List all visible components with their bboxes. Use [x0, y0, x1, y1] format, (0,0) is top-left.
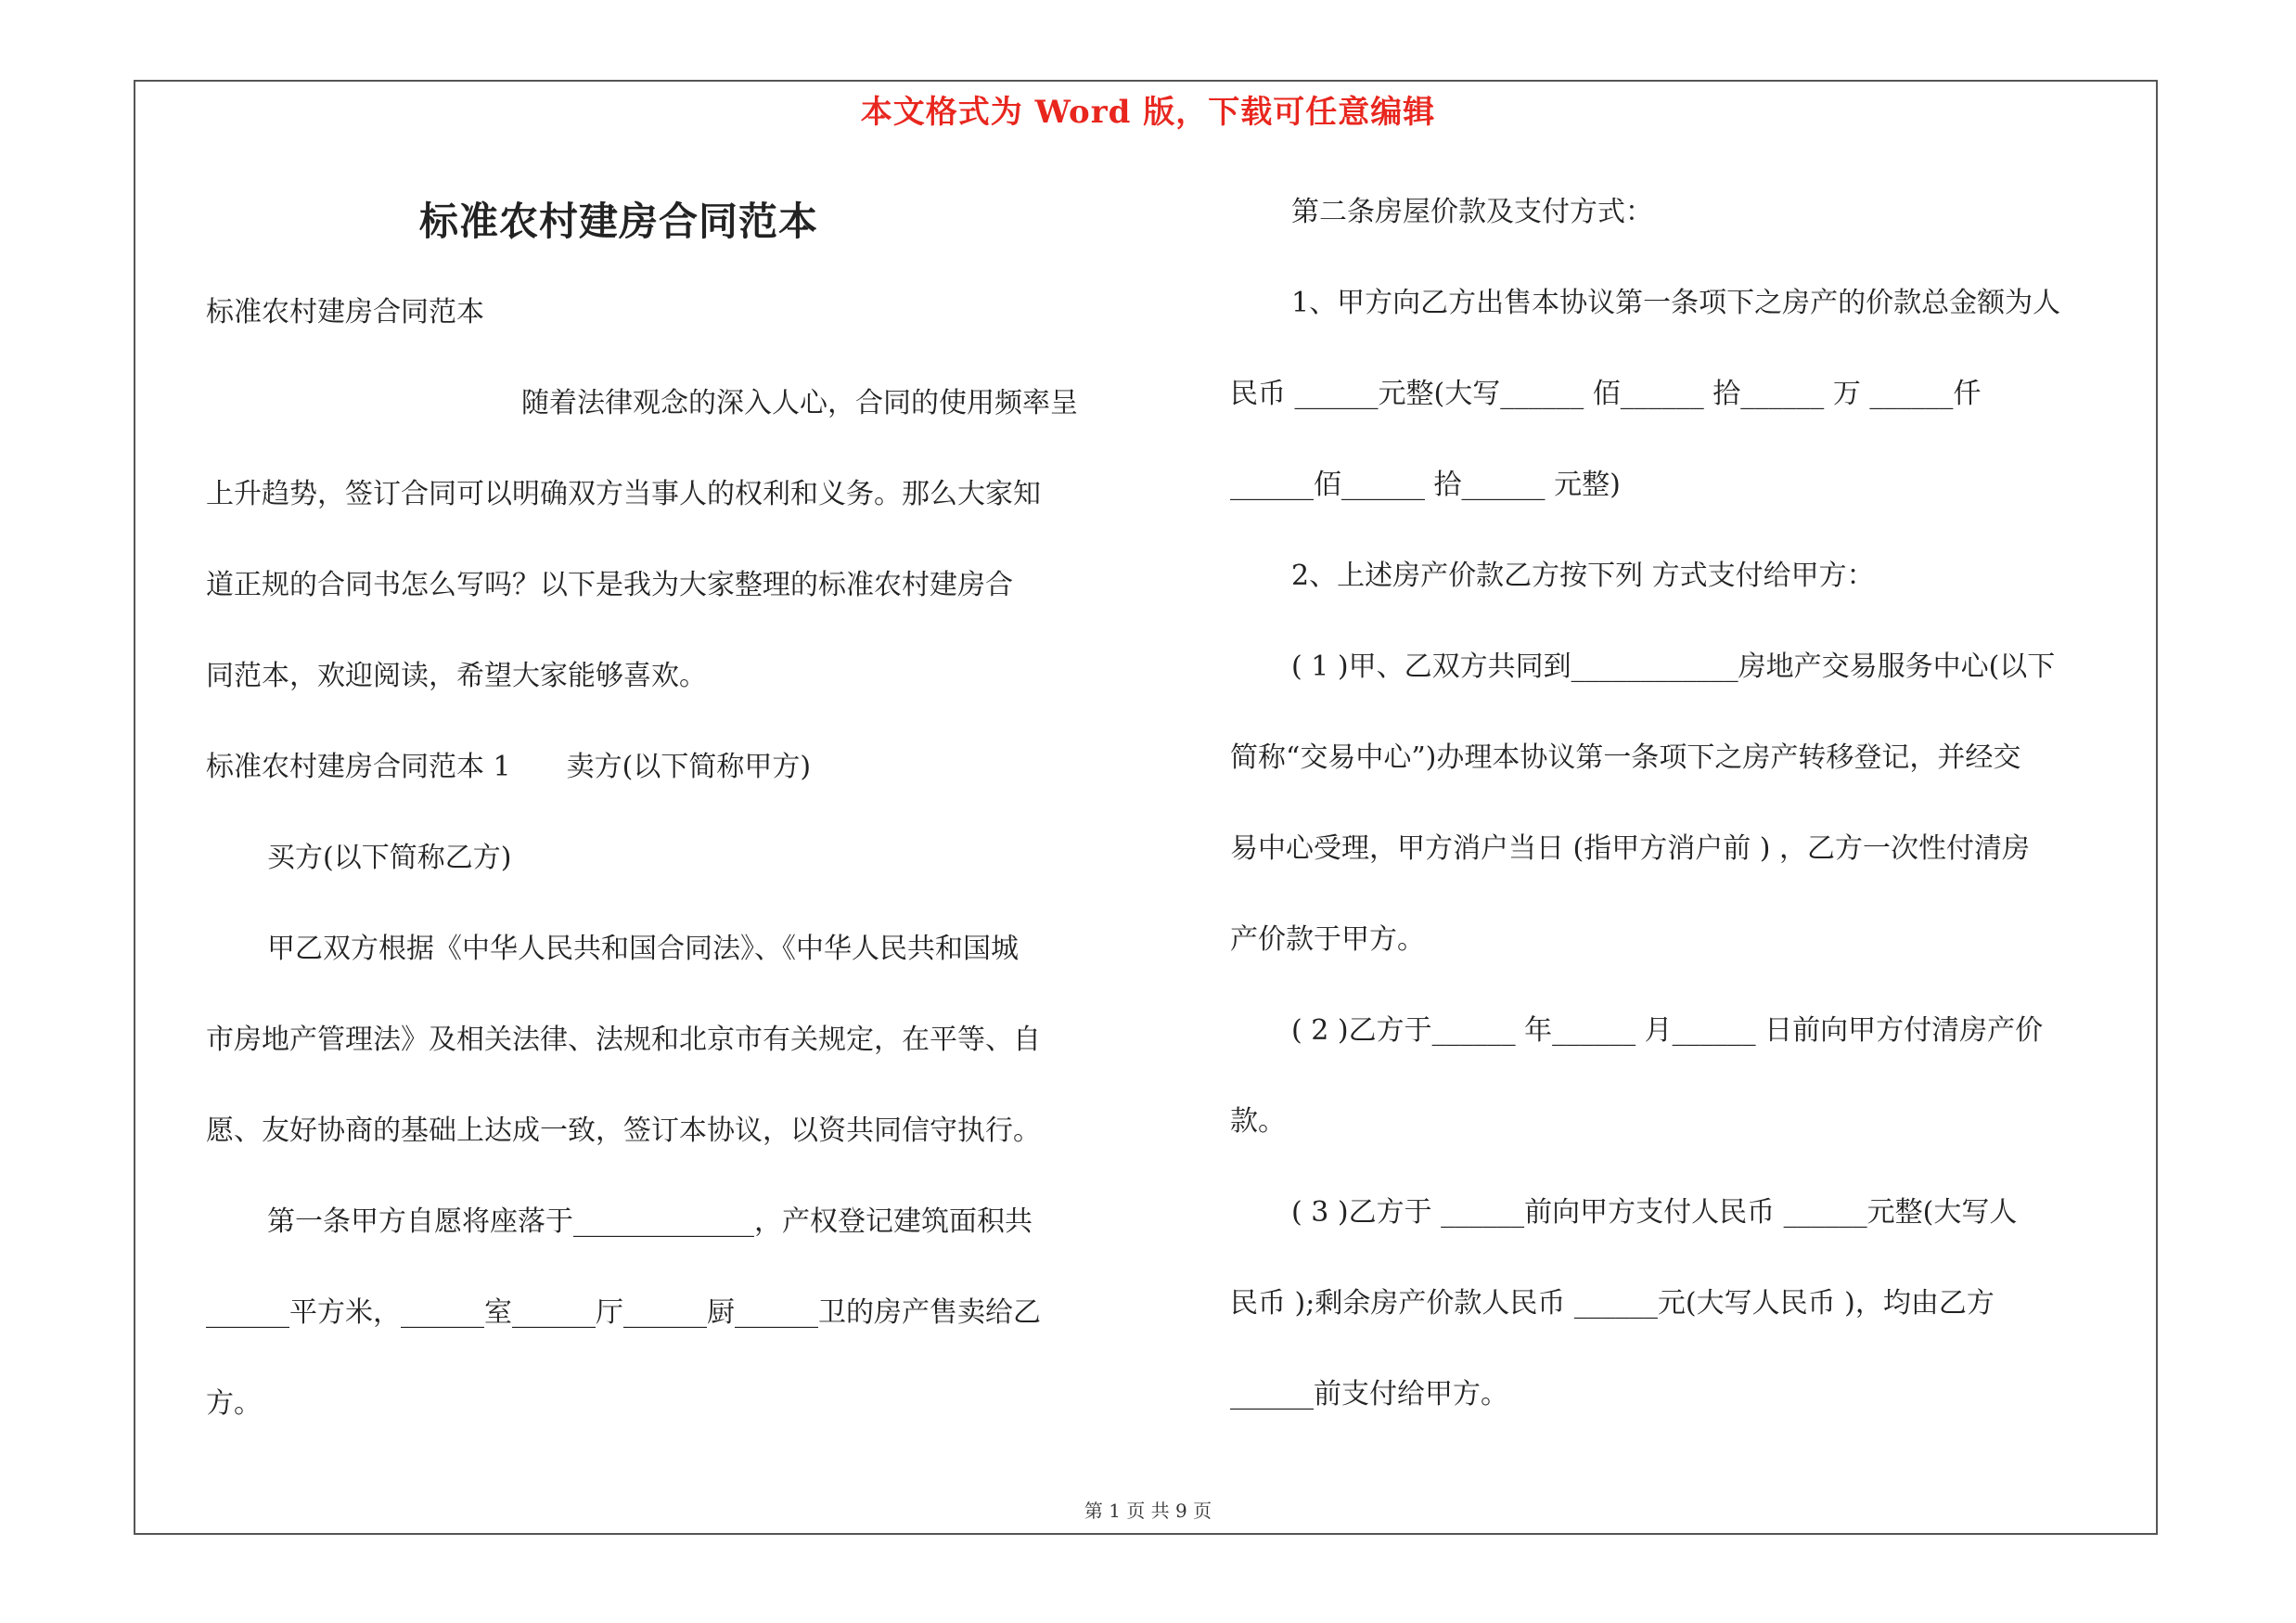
- paragraph-line: 民币 );剩余房产价款人民币 ______元(大写人民币 )，均由乙方: [1230, 1287, 1995, 1320]
- paragraph-line: 款。: [1230, 1105, 1286, 1138]
- paragraph-line: ______前支付给甲方。: [1230, 1378, 1508, 1410]
- paragraph-line: 方。: [206, 1387, 262, 1420]
- left-column: [206, 176, 1143, 1449]
- paragraph-line: 2、上述房产价款乙方按下列 方式支付给甲方：: [1291, 560, 1875, 592]
- paragraph-line: 简称“交易中心”)办理本协议第一条项下之房产转移登记，并经交: [1230, 741, 2021, 774]
- paragraph-line: 标准农村建房合同范本 1 卖方(以下简称甲方): [206, 751, 812, 783]
- paragraph-line: 第一条甲方自愿将座落于_____________，产权登记建筑面积共: [267, 1205, 1033, 1238]
- page-number: 第 1 页 共 9 页: [1084, 1500, 1212, 1522]
- paragraph-line: 产价款于甲方。: [1230, 923, 1425, 956]
- word-format-banner: 本文格式为 Word 版，下载可任意编辑: [860, 94, 1436, 131]
- paragraph-line: 买方(以下简称乙方): [267, 842, 512, 874]
- paragraph-line: ______佰______ 拾______ 元整): [1230, 469, 1621, 501]
- paragraph-line: 易中心受理，甲方消户当日 (指甲方消户前 ) ，乙方一次性付清房: [1230, 832, 2031, 865]
- paragraph-line: ( 1 )甲、乙双方共同到____________房地产交易服务中心(以下: [1291, 650, 2056, 683]
- paragraph-line: 民币 ______元整(大写______ 佰______ 拾______ 万 ______仟: [1230, 378, 1982, 410]
- document-title: 标准农村建房合同范本: [419, 199, 819, 244]
- paragraph-line: 市房地产管理法》及相关法律、法规和北京市有关规定，在平等、自: [206, 1024, 1041, 1056]
- paragraph-line: 道正规的合同书怎么写吗？以下是我为大家整理的标准农村建房合: [206, 569, 1013, 601]
- paragraph-line: 同范本，欢迎阅读，希望大家能够喜欢。: [206, 660, 707, 692]
- paragraph-line: 1、甲方向乙方出售本协议第一条项下之房产的价款总金额为人: [1291, 287, 2061, 319]
- right-column: [1230, 167, 2158, 1440]
- paragraph-line: ( 2 )乙方于______ 年______ 月______ 日前向甲方付清房产价: [1291, 1014, 2044, 1047]
- paragraph-line: 标准农村建房合同范本: [206, 296, 484, 328]
- paragraph-line: ______平方米，______室______厅______厨______卫的房产售卖给乙: [206, 1296, 1041, 1329]
- paragraph-line: 愿、友好协商的基础上达成一致，签订本协议，以资共同信守执行。: [206, 1114, 1041, 1147]
- paragraph-line: 上升趋势，签订合同可以明确双方当事人的权利和义务。那么大家知: [206, 478, 1041, 510]
- paragraph-line: 第二条房屋价款及支付方式：: [1291, 196, 1653, 228]
- paragraph-line: 甲乙双方根据《中华人民共和国合同法》、《中华人民共和国城: [267, 933, 1019, 965]
- paragraph-line: ( 3 )乙方于 ______前向甲方支付人民币 ______元整(大写人: [1291, 1196, 2018, 1229]
- paragraph-line: 随着法律观念的深入人心，合同的使用频率呈: [521, 387, 1078, 419]
